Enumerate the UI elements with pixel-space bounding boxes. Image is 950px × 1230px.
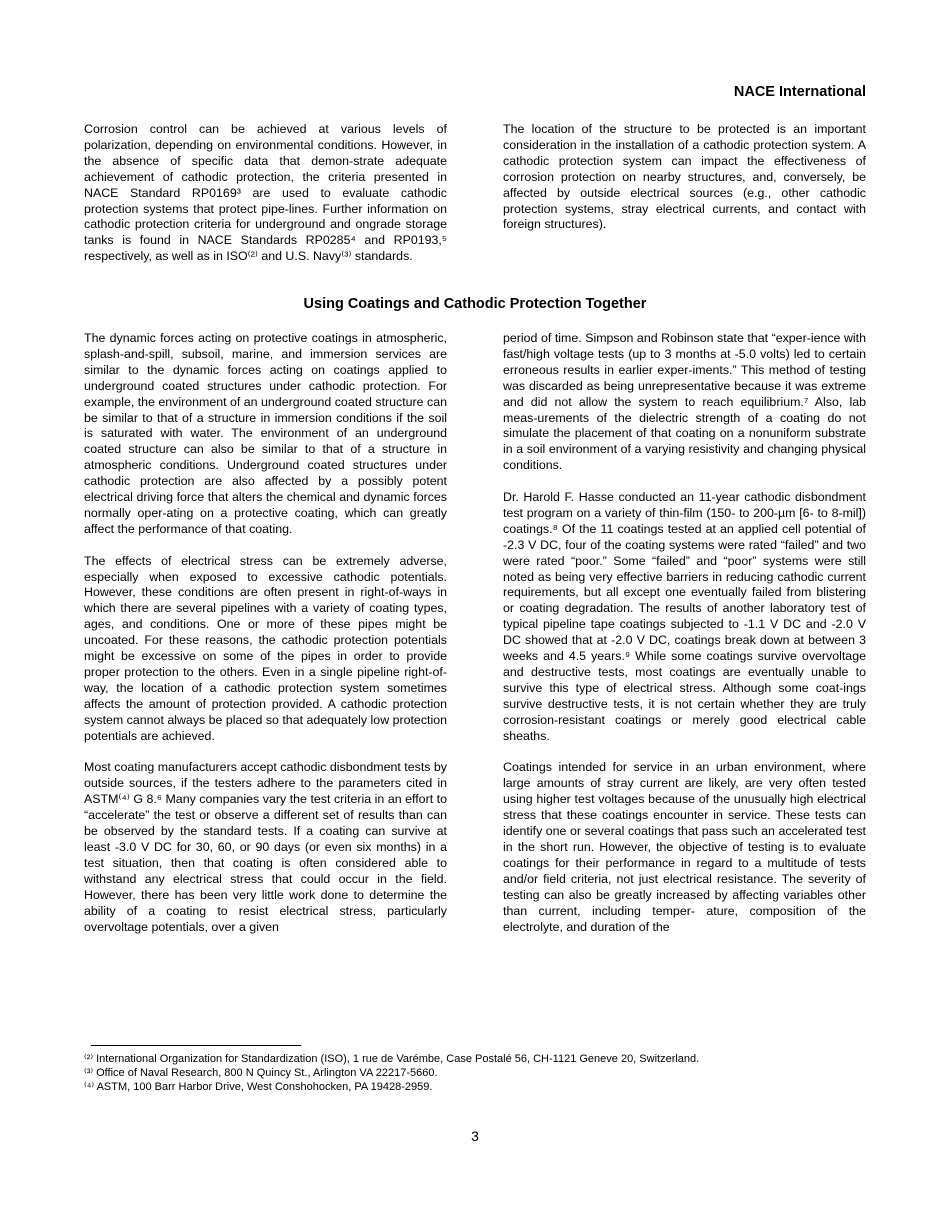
intro-left-column xyxy=(84,122,447,265)
running-header: NACE International xyxy=(733,84,866,100)
footnote: ⁽³⁾ Office of Naval Research, 800 N Quincy St., Arlington VA 22217-5660. xyxy=(84,1067,438,1079)
footnote-divider xyxy=(91,1045,301,1046)
body-right-column xyxy=(503,331,866,935)
body-paragraph: period of time. Simpson and Robinson state that “exper-ience with fast/high voltage tests (up to 3 months at -5.0 volts) led to certain erroneous results in earlier exper-iments.” This method of testing was discarded as being unrepresentative because it was extreme and did not allow the system to reach equilibrium.⁷ Also, lab meas-urements of the dielectric strength of a coating do not simulate the placement of that coating on a nonuniform substrate in a soil environment of a varying resistivity and changing physical conditions. xyxy=(503,331,866,473)
body-paragraph: Dr. Harold F. Hasse conducted an 11-year cathodic disbondment test program on a variety of thin-film (150- to 200-µm [6- to 8-mil]) coatings.⁸ Of the 11 coatings tested at an applied cell potential of -2.3 V DC, four of the coating systems were rated “failed” and two were rated “poor.” Some “failed” and “poor” systems were still noted as being very effective barriers in reducing cathodic current requirements, but all except one eventually failed from blistering or coating degradation. The results of another laboratory test of typical pipeline tape coatings subjected to -1.1 V DC and -2.0 V DC showed that at -2.0 V DC, coatings break down at between 3 weeks and 4.5 years.⁹ While some coatings survive overvoltage and destructive tests, most coatings are eventually unable to survive this type of electrical stress. Although some coat-ings survive destructive tests, it is not certain whether they are truly corrosion-resistant coatings or merely good electrical cable sheaths. xyxy=(503,490,866,743)
intro-left-paragraph: Corrosion control can be achieved at various levels of polarization, depending on environmental conditions. However, in the absence of specific data that demon-strate adequate achievement of cathodic protection, the criteria presented in NACE Standard RP0169³ are used to evaluate cathodic protection systems that protect pipe-lines. Further information on cathodic protection criteria for underground and ongrade storage tanks is found in NACE Standards RP0285⁴ and RP0193,⁵ respectively, as well as in ISO⁽²⁾ and U.S. Navy⁽³⁾ standards. xyxy=(84,122,447,264)
body-paragraph: Most coating manufacturers accept cathodic disbondment tests by outside sources, if the testers adhere to the parameters cited in ASTM⁽⁴⁾ G 8.⁶ Many companies vary the test criteria in an effort to “accelerate” the test or observe a different set of results than can be observed by the standard tests. If a coating can survive at least -3.0 V DC for 30, 60, or 90 days (or even six months) in a test situation, then that coating is often considered able to withstand any electrical stress that could occur in the field. However, there has been very little work done to determine the ability of a coating to resist electrical stress, particularly overvoltage potentials, over a given xyxy=(84,760,447,934)
intro-right-column xyxy=(503,122,866,233)
section-heading: Using Coatings and Cathodic Protection Together xyxy=(303,296,647,312)
page-number: 3 xyxy=(471,1128,479,1144)
body-paragraph: The dynamic forces acting on protective coatings in atmospheric, splash-and-spill, subsoil, marine, and immersion services are similar to the dynamic forces acting on coatings applied to underground coated structures under cathodic protection. For example, the environment of an underground coated structure can be similar to that of a structure in immersion conditions if the soil is saturated with water. The environment of an underground coated structure can also be similar to that of a structure in atmospheric conditions. Underground coated structures under cathodic protection are also affected by a possibly potent electrical driving force that alters the chemical and dynamic forces normally oper-ating on a protective coating, which can greatly affect the performance of that coating. xyxy=(84,331,447,536)
body-left-column xyxy=(84,331,447,935)
intro-right-paragraph: The location of the structure to be protected is an important consideration in the installation of a cathodic protection system. A cathodic protection system can impact the effectiveness of corrosion protection on nearby structures, and, conversely, be affected by outside electrical sources (e.g., other cathodic protection systems, stray electrical currents, and contact with foreign structures). xyxy=(503,122,866,232)
body-paragraph: Coatings intended for service in an urban environment, where large amounts of stray current are likely, are very often tested using higher test voltages because of the unusually high electrical stress that these coatings encounter in service. These tests can identify one or several coatings that pass such an accelerated test in the short run. However, the objective of testing is to evaluate coatings for their performance in regard to a multitude of tests and/or field criteria, not just electrical resistance. The severity of testing can also be greatly increased by affecting variables other than current, including temper- ature, composition of the electrolyte, and duration of the xyxy=(503,760,866,934)
body-paragraph: The effects of electrical stress can be extremely adverse, especially when exposed to excessive cathodic potentials. However, these conditions are often present in right-of-ways in which there are several pipelines with a variety of coating types, ages, and conditions. One or more of these pipes might be uncoated. For these reasons, the cathodic protection potentials might be excessive on some of the pipes in order to provide proper protection to the others. Even in a single pipeline right-of-way, the location of a cathodic protection system sometimes affects the amount of protection provided. A cathodic protection system cannot always be placed so that adequately low protection potentials are achieved. xyxy=(84,553,447,743)
footnotes xyxy=(84,1052,884,1094)
footnote: ⁽⁴⁾ ASTM, 100 Barr Harbor Drive, West Conshohocken, PA 19428-2959. xyxy=(84,1081,433,1093)
footnote: ⁽²⁾ International Organization for Standardization (ISO), 1 rue de Varémbe, Case Postalé 56, CH-1121 Geneve 20, Switzerland. xyxy=(84,1053,700,1065)
